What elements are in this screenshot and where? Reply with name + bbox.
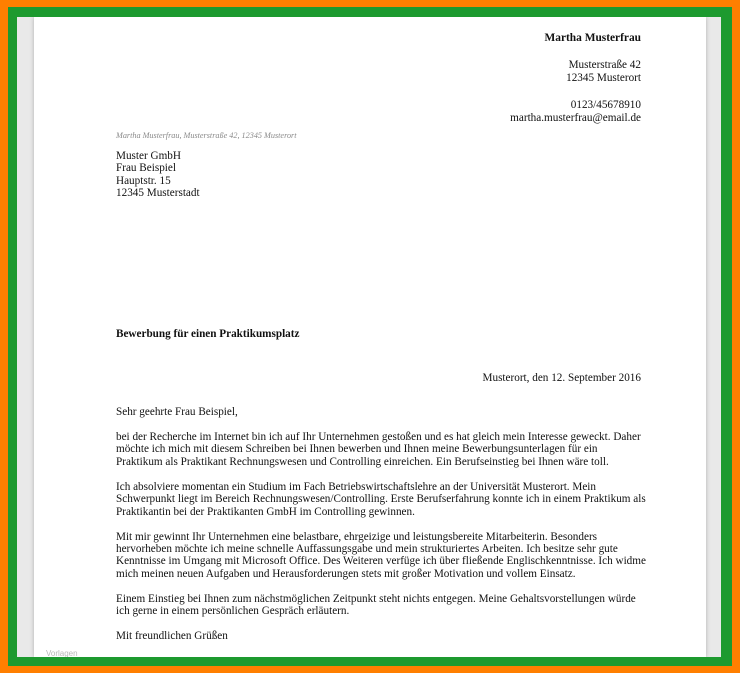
recipient-contact: Frau Beispiel <box>116 162 176 175</box>
document-viewer[interactable] <box>17 17 721 657</box>
sender-street: Musterstraße 42 <box>568 59 641 72</box>
paragraph-2: Ich absolviere momentan ein Studium im Fach Betriebswirtschaftslehre an der Universität Musterort. Mein Schwerpunkt liegt im Bereich Rechnungswesen/Controlling. Erste Berufserfahrung konnte ich in einem Praktikum als Praktikantin bei der Praktikanten GmbH im Controlling gewinnen. <box>116 480 646 518</box>
letter-page <box>34 17 706 657</box>
return-address-line: Martha Musterfrau, Musterstraße 42, 12345 Musterort <box>116 131 297 140</box>
letter-body <box>116 406 646 655</box>
paragraph-1: bei der Recherche im Internet bin ich auf Ihr Unternehmen gestoßen und es hat gleich mein Interesse geweckt. Daher möchte ich mich mit diesem Schreiben bei Ihnen bewerben und Ihnen meine Bewerbungsunterlagen für ein Praktikum als Praktikant Rechnungswesen und Controlling einreichen. Ein Berufseinstieg bei Ihnen wäre toll. <box>116 431 641 468</box>
paragraph-3: Mit mir gewinnt Ihr Unternehmen eine belastbare, ehrgeizige und leistungsbereite Mitarbeiterin. Besonders hervorheben möchte ich meine schnelle Auffassungsgabe und mein strukturiertes Arbeiten. Ich besitze sehr gute Kenntnisse im Umgang mit Microsoft Office. Des Weiteren verfüge ich über fließende Englischkenntnisse. Ich widme mich meinen neuen Aufgaben und Herausforderungen stets mit großer Motivation und vollem Einsatz. <box>116 530 646 580</box>
sender-phone: 0123/45678910 <box>570 99 641 112</box>
sender-name: Martha Musterfrau <box>544 32 641 44</box>
sender-city: 12345 Musterort <box>566 71 641 84</box>
sender-address <box>510 32 641 124</box>
paragraph-4: Einem Einstieg bei Ihnen zum nächstmöglichen Zeitpunkt steht nichts entgegen. Meine Gehaltsvorstellungen würde ich gerne in einem persönlichen Gespräch erläutern. <box>116 592 636 618</box>
recipient-address <box>116 150 200 200</box>
letter-date: Musterort, den 12. September 2016 <box>482 372 641 384</box>
salutation: Sehr geehrte Frau Beispiel, <box>116 406 238 418</box>
recipient-company: Muster GmbH <box>116 150 181 162</box>
recipient-street: Hauptstr. 15 <box>116 174 171 187</box>
recipient-city: 12345 Musterstadt <box>116 187 200 200</box>
watermark-text: Vorlagen <box>46 649 78 657</box>
sender-email: martha.musterfrau@email.de <box>510 111 641 124</box>
closing: Mit freundlichen Grüßen <box>116 630 228 643</box>
letter-subject: Bewerbung für einen Praktikumsplatz <box>116 328 300 340</box>
